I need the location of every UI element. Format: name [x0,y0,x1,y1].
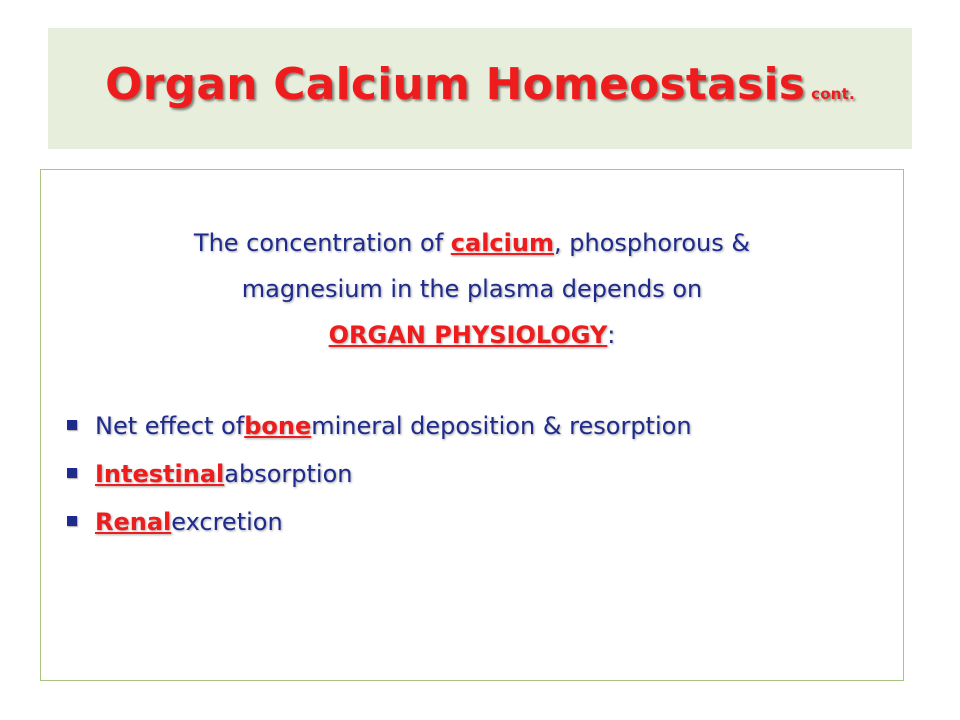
bullet-item [67,402,692,450]
bullet-highlight: Renal [95,508,172,536]
intro-line-3 [41,312,903,358]
intro-paragraph [41,220,903,358]
bullet-highlight: bone [244,412,312,440]
bullet-item [67,450,692,498]
page-title [105,59,855,110]
bullet-item [67,498,692,546]
square-bullet-icon [67,516,77,526]
intro-line-3-suffix: : [607,321,616,349]
bullet-suffix: mineral deposition & resorption [311,412,692,440]
title-suffix: cont. [811,85,855,103]
intro-line-1-suffix: , phosphorous & [553,229,751,257]
organ-physiology-highlight: ORGAN PHYSIOLOGY [328,321,608,349]
square-bullet-icon [67,420,77,430]
intro-line-2: magnesium in the plasma depends on [241,275,703,303]
bullet-suffix: absorption [224,460,353,488]
intro-line-1 [41,220,903,266]
calcium-highlight: calcium [450,229,554,257]
bullet-list [67,402,692,546]
title-band [48,28,912,149]
title-text: Organ Calcium Homeostasis [105,59,806,110]
bullet-highlight: Intestinal [95,460,225,488]
intro-line-1-prefix: The concentration of [193,229,451,257]
square-bullet-icon [67,468,77,478]
bullet-suffix: excretion [171,508,283,536]
content-box [40,169,904,681]
bullet-prefix: Net effect of [95,412,245,440]
